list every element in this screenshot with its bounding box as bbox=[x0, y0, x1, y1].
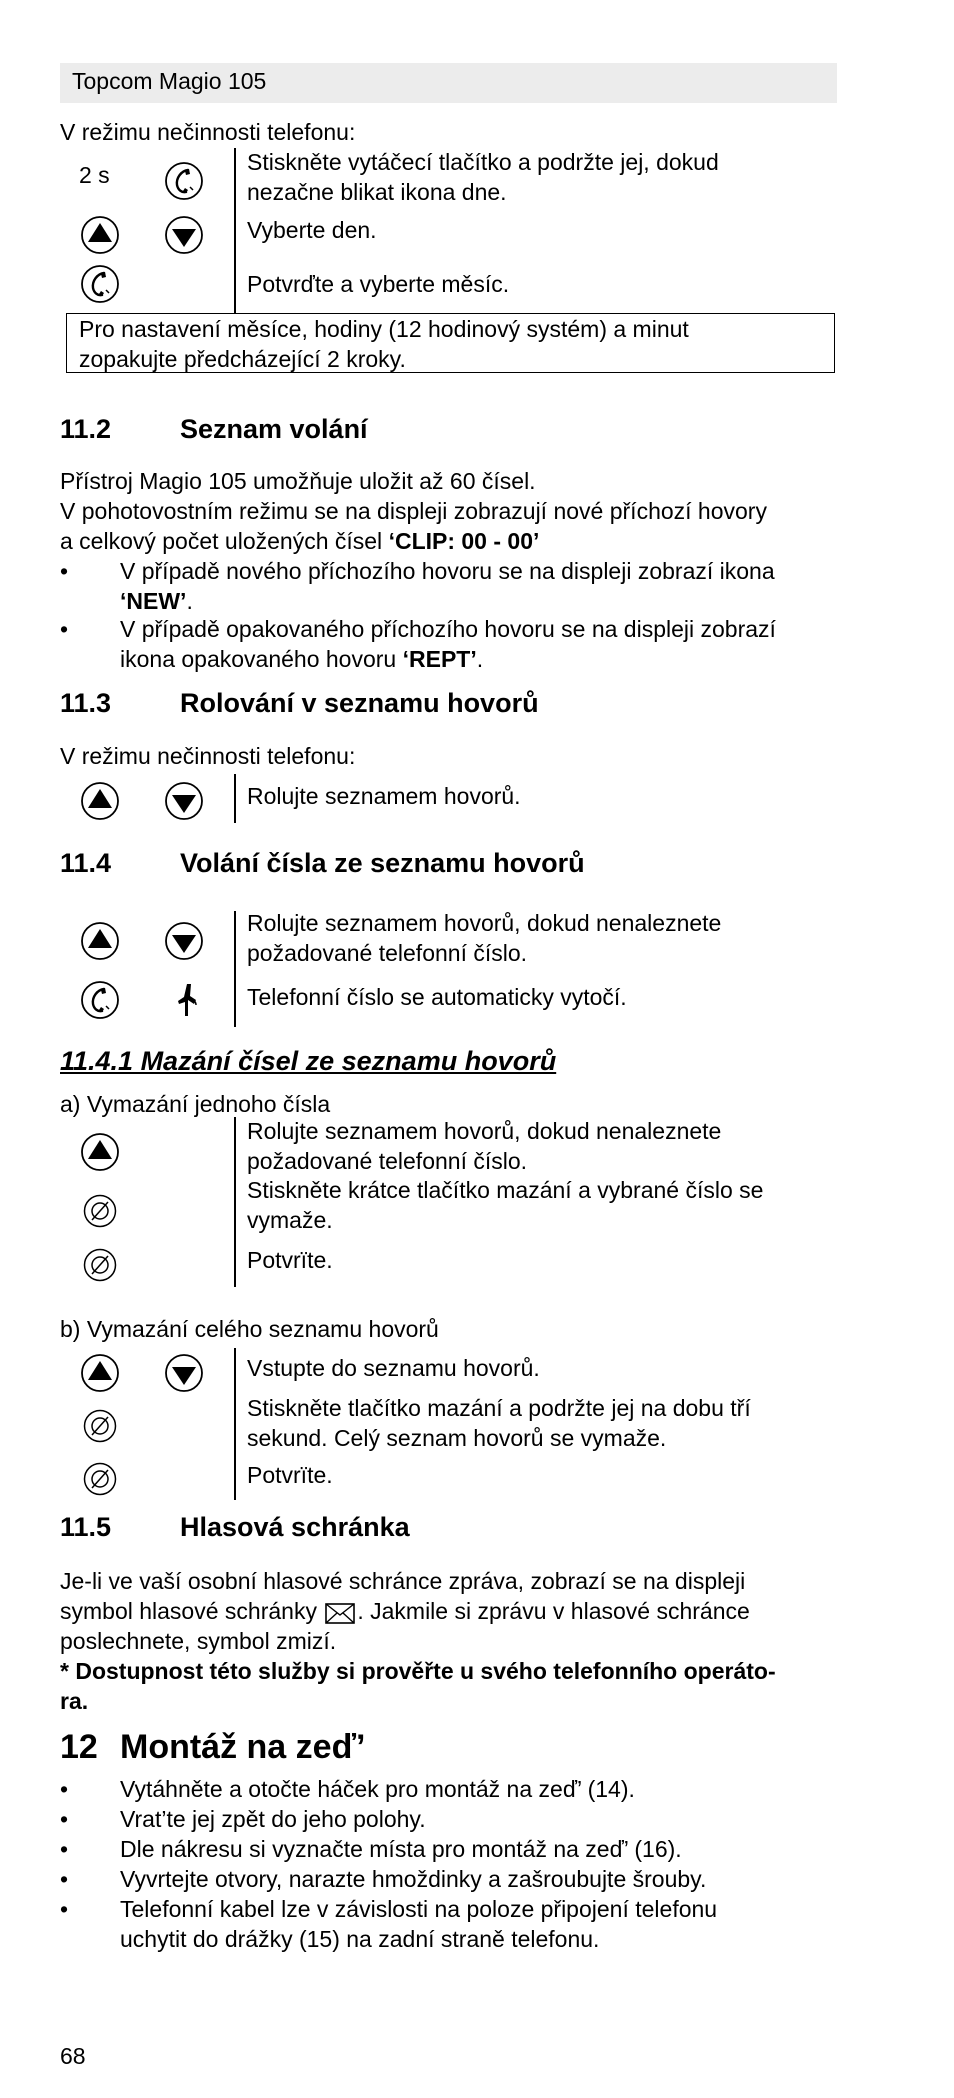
up-arrow-icon bbox=[80, 1353, 120, 1393]
paragraph: V pohotovostním režimu se na displeji zobrazují nové příchozí hovory bbox=[60, 498, 767, 524]
subsection-title: 11.4.1 Mazání čísel ze seznamu hovorů bbox=[60, 1046, 557, 1076]
section-number: 11.4 bbox=[60, 848, 112, 878]
note-box bbox=[66, 313, 835, 373]
section-heading bbox=[60, 846, 860, 880]
section-heading bbox=[60, 412, 860, 446]
divider bbox=[234, 148, 236, 313]
down-arrow-icon bbox=[164, 1353, 204, 1393]
paragraph: V režimu nečinnosti telefonu: bbox=[60, 743, 356, 769]
paragraph: b) Vymazání celého seznamu hovorů bbox=[60, 1316, 439, 1342]
phone-key-icon bbox=[80, 264, 120, 304]
paragraph: a celkový počet uložených čísel ‘CLIP: 00 - 00’ bbox=[60, 528, 540, 554]
divider bbox=[234, 774, 236, 823]
step-text: Rolujte seznamem hovorů. bbox=[247, 783, 521, 809]
section-heading bbox=[60, 1510, 860, 1544]
handset-lift-icon bbox=[166, 980, 206, 1020]
header-title: Topcom Magio 105 bbox=[72, 68, 267, 94]
list-item: • Vyvrtejte otvory, narazte hmoždinky a zašroubujte šrouby. bbox=[60, 1866, 707, 1892]
note-line: zopakujte předcházející 2 kroky. bbox=[79, 346, 406, 372]
paragraph: Přístroj Magio 105 umožňuje uložit až 60 čísel. bbox=[60, 468, 536, 494]
section-number: 11.3 bbox=[60, 688, 112, 718]
note-line: Pro nastavení měsíce, hodiny (12 hodinový systém) a minut bbox=[79, 316, 689, 342]
step-text: Potvrïte. bbox=[247, 1462, 333, 1488]
divider bbox=[234, 911, 236, 1027]
down-arrow-icon bbox=[164, 781, 204, 821]
step-text: nezačne blikat ikona dne. bbox=[247, 179, 507, 205]
paragraph: Je-li ve vaší osobní hlasové schránce zpráva, zobrazí se na displeji bbox=[60, 1568, 746, 1594]
step-text: Potvrďte a vyberte měsíc. bbox=[247, 271, 510, 297]
step-text: Potvrïte. bbox=[247, 1247, 333, 1273]
chapter-title: Montáž na zeď’ bbox=[120, 1728, 366, 1766]
down-arrow-icon bbox=[164, 215, 204, 255]
note-bold: * Dostupnost této služby si prověřte u svého telefonního operáto- bbox=[60, 1658, 776, 1684]
step-text: Vyberte den. bbox=[247, 217, 377, 243]
section-heading bbox=[60, 686, 860, 720]
step-text: sekund. Celý seznam hovorů se vymaže. bbox=[247, 1425, 667, 1451]
chapter-heading bbox=[60, 1727, 860, 1767]
section-number: 11.2 bbox=[60, 414, 112, 444]
paragraph: symbol hlasové schránky . Jakmile si zprávu v hlasové schránce bbox=[60, 1598, 750, 1624]
step-text: Rolujte seznamem hovorů, dokud nenaleznete bbox=[247, 910, 722, 936]
up-arrow-icon bbox=[80, 215, 120, 255]
list-item: • Telefonní kabel lze v závislosti na poloze připojení telefonu uchytit do drážky (15) na zadní straně telefonu. bbox=[60, 1896, 718, 1952]
up-arrow-icon bbox=[80, 1132, 120, 1172]
phone-key-icon bbox=[80, 980, 120, 1020]
key-duration-label: 2 s bbox=[79, 162, 110, 188]
delete-key-icon bbox=[83, 1248, 117, 1282]
section-title: Volání čísla ze seznamu hovorů bbox=[180, 848, 585, 878]
note-bold: ra. bbox=[60, 1688, 89, 1714]
section-title: Seznam volání bbox=[180, 414, 368, 444]
step-text: Telefonní číslo se automaticky vytočí. bbox=[247, 984, 627, 1010]
list-item: • V případě opakovaného příchozího hovoru se na displeji zobrazí ikona opakovaného hovoru ‘REPT’. bbox=[60, 616, 776, 672]
list-item: • Vytáhněte a otočte háček pro montáž na zeď’ (14). bbox=[60, 1776, 635, 1802]
step-text: Stiskněte krátce tlačítko mazání a vybrané číslo se bbox=[247, 1177, 764, 1203]
page-number: 68 bbox=[60, 2043, 86, 2069]
delete-key-icon bbox=[83, 1194, 117, 1228]
list-item: • Dle nákresu si vyznačte místa pro montáž na zeď’ (16). bbox=[60, 1836, 682, 1862]
divider bbox=[234, 1348, 236, 1500]
section-title: Rolování v seznamu hovorů bbox=[180, 688, 539, 718]
phone-key-icon bbox=[164, 161, 204, 201]
up-arrow-icon bbox=[80, 921, 120, 961]
step-text: Rolujte seznamem hovorů, dokud nenaleznete bbox=[247, 1118, 722, 1144]
section-title: Hlasová schránka bbox=[180, 1512, 410, 1542]
date-intro: V režimu nečinnosti telefonu: bbox=[60, 119, 356, 145]
step-text: Vstupte do seznamu hovorů. bbox=[247, 1355, 540, 1381]
down-arrow-icon bbox=[164, 921, 204, 961]
section-number: 11.5 bbox=[60, 1512, 112, 1542]
voicemail-envelope-icon bbox=[325, 1601, 355, 1625]
list-item: • V případě nového příchozího hovoru se na displeji zobrazí ikona ‘NEW’. bbox=[60, 558, 775, 614]
step-text: požadované telefonní číslo. bbox=[247, 1148, 528, 1174]
step-text: vymaže. bbox=[247, 1207, 333, 1233]
step-text: Stiskněte tlačítko mazání a podržte jej na dobu tří bbox=[247, 1395, 751, 1421]
delete-key-icon bbox=[83, 1409, 117, 1443]
paragraph: poslechnete, symbol zmizí. bbox=[60, 1628, 337, 1654]
page-header bbox=[60, 63, 837, 103]
delete-key-icon bbox=[83, 1462, 117, 1496]
step-text: požadované telefonní číslo. bbox=[247, 940, 528, 966]
list-item: • Vrat’te jej zpět do jeho polohy. bbox=[60, 1806, 426, 1832]
paragraph: a) Vymazání jednoho čísla bbox=[60, 1091, 331, 1117]
chapter-number: 12 bbox=[60, 1728, 98, 1766]
divider bbox=[234, 1117, 236, 1287]
up-arrow-icon bbox=[80, 781, 120, 821]
step-text: Stiskněte vytáčecí tlačítko a podržte jej, dokud bbox=[247, 149, 719, 175]
